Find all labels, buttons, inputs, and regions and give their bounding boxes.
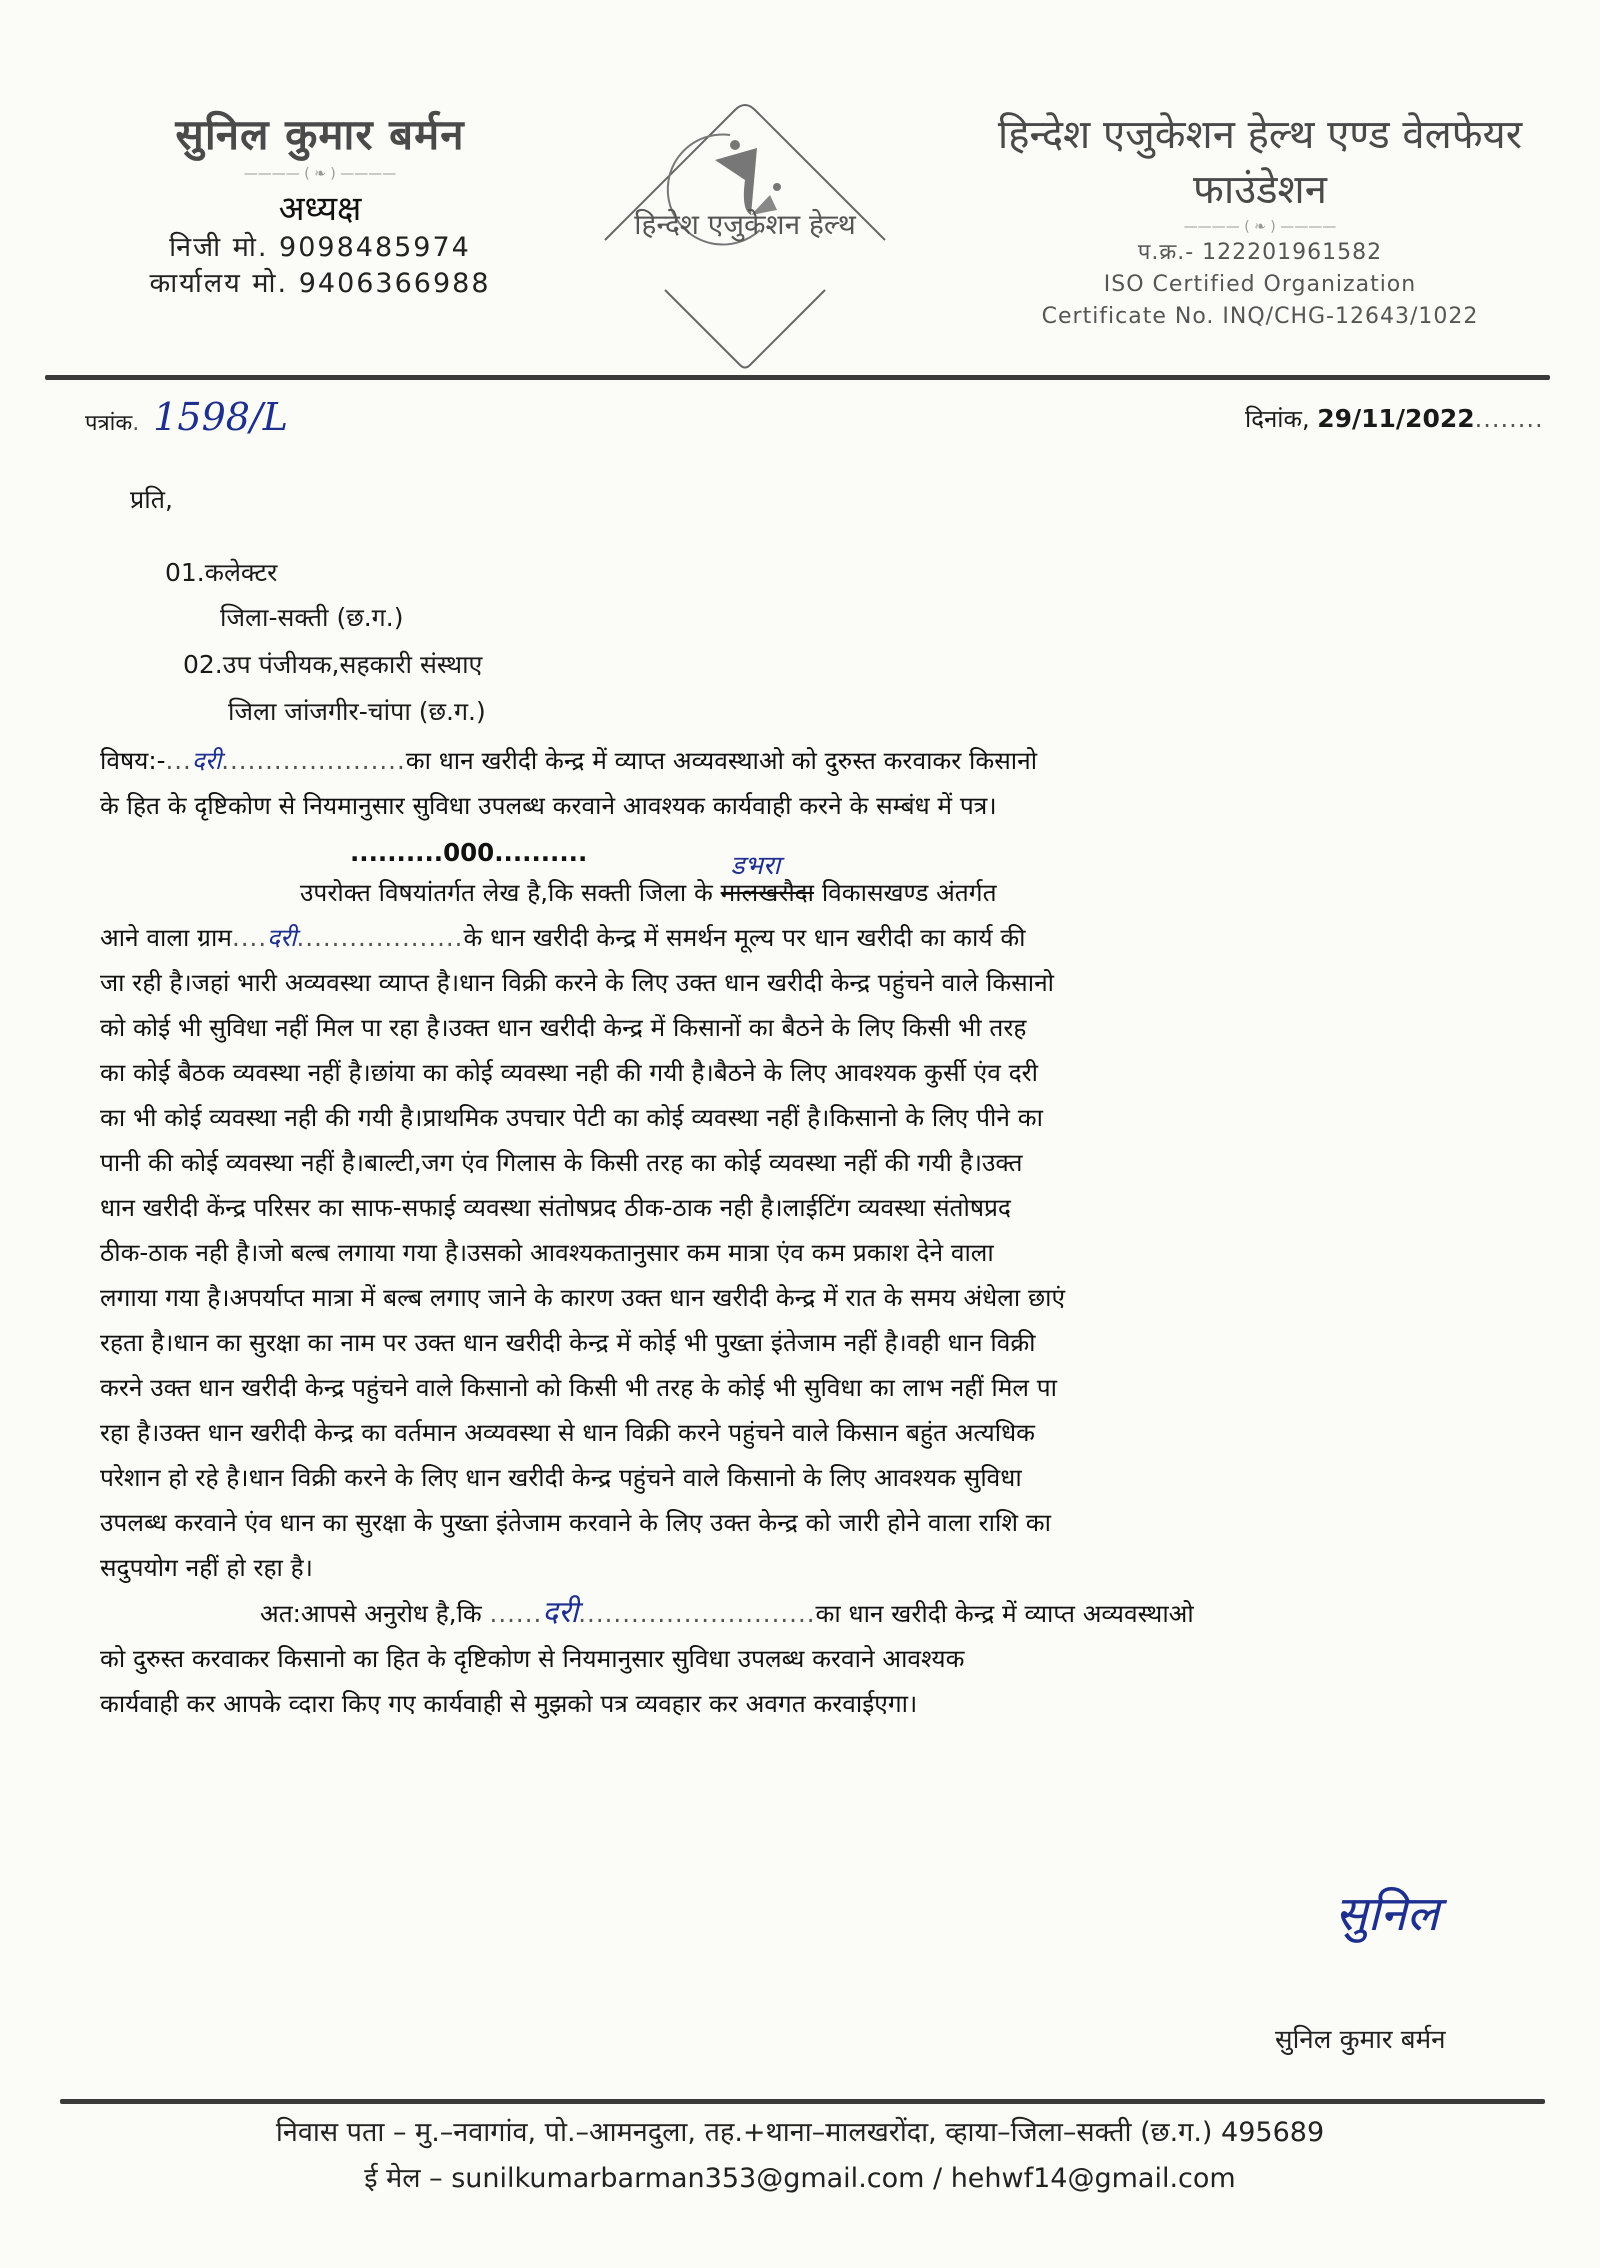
salutation: प्रति, [130, 485, 173, 514]
iso-label: ISO Certified Organization [1103, 272, 1417, 297]
subject [100, 738, 1540, 828]
request-text: अत:आपसे अनुरोध है,कि [260, 1599, 482, 1628]
subject-line-2: के हित के दृष्टिकोण से नियमानुसार सुविधा उपलब्ध करवाने आवश्यक कार्यवाही करने के सम्बंध में पत्र। [100, 791, 997, 820]
body-line: लगाया गया है।अपर्याप्त मात्रा में बल्ब लगाए जाने के कारण उक्त धान खरीदी केन्द्र में रात के समय अंधेला छाएं [100, 1283, 1066, 1312]
footer [0, 2110, 1600, 2202]
recipient-2-title: 02.उप पंजीयक,सहकारी संस्थाए [183, 650, 483, 679]
struck-block-name: मालखरौदा [720, 878, 815, 907]
recipient-1-title: 01.कलेक्टर [165, 558, 278, 587]
body-line: पानी की कोई व्यवस्था नहीं है।बाल्टी,जग एंव गिलास के किसी तरह का कोई व्यवस्था नहीं की गयी है।उक्त [100, 1148, 1023, 1177]
subject-village: दरी [191, 746, 222, 775]
reference-label: पत्रांक [85, 411, 133, 436]
ornament-divider: ———— ( ❧ ) ———— [243, 166, 397, 182]
body-line: रहा है।उक्त धान खरीदी केन्द्र का वर्तमान अव्यवस्था से धान विक्री करने पहुंचने वाले किसान बहुंत अत्यधिक [100, 1418, 1035, 1447]
handwritten-correction: डभरा [730, 851, 781, 881]
body-text: के धान खरीदी केन्द्र में समर्थन मूल्य पर धान खरीदी का कार्य की [463, 923, 1026, 952]
signatory-name: सुनिल कुमार बर्मन [1275, 2025, 1446, 2055]
body-line: धान खरीदी केंन्द्र परिसर का साफ-सफाई व्यवस्था संतोषप्रद ठीक-ठाक नही है।लाईटिंग व्यवस्था संतोषप्रद [100, 1193, 1011, 1222]
footer-divider [60, 2099, 1545, 2104]
letterhead-left [100, 105, 540, 302]
office-mobile: कार्यालय मो. 9406366988 [149, 268, 491, 299]
body-line: सदुपयोग नहीं हो रहा है। [100, 1553, 313, 1582]
logo-caption: हिन्देश एजुकेशन हेल्थ [634, 208, 856, 241]
body-line: ठीक-ठाक नही है।जो बल्ब लगाया गया है।उसको आवश्यकतानुसार कम मात्रा एंव कम प्रकाश देने वाला [100, 1238, 994, 1267]
date-value: 29/11/2022 [1317, 404, 1475, 433]
registration-number: प.क्र.- 122201961582 [1137, 240, 1383, 265]
body-line: करने उक्त धान खरीदी केन्द्र पहुंचने वाले किसानो को किसी भी तरह के कोई भी सुविधा का लाभ नहीं मिल पा [100, 1373, 1058, 1402]
request-line-2: को दुरुस्त करवाकर किसानो का हित के दृष्टिकोण से नियमानुसार सुविधा उपलब्ध करवाने आवश्यक [100, 1644, 965, 1673]
reference-line: पत्रांक. 1598/L [85, 395, 288, 439]
recipient-2-district: जिला जांजगीर-चांपा (छ.ग.) [228, 697, 486, 726]
subject-label: विषय:- [100, 746, 166, 775]
subject-text: का धान खरीदी केन्द्र में व्याप्त अव्यवस्थाओ को दुरुस्त करवाकर किसानो [405, 746, 1038, 775]
handwritten-signature: सुनिल [1335, 1886, 1440, 1942]
header-divider [45, 375, 1550, 380]
president-name: सुनिल कुमार बर्मन [175, 110, 465, 159]
request-line-1: अत:आपसे अनुरोध है,कि ......दरी...........................का धान खरीदी केन्द्र में व्याप्त अव्यवस्थाओ [260, 1595, 1194, 1630]
date-label: दिनांक [1245, 405, 1302, 433]
body-line: का कोई बैठक व्यवस्था नहीं है।छांया का कोई व्यवस्था नही की गयी है।बैठने के लिए आवश्यक कुर्सी एंव दरी [100, 1058, 1039, 1087]
personal-mobile: निजी मो. 9098485974 [169, 232, 471, 263]
letterhead-right [940, 105, 1580, 333]
body-line: का भी कोई व्यवस्था नही की गयी है।प्राथमिक उपचार पेटी का कोई व्यवस्था नहीं है।किसानो के लिए पीने का [100, 1103, 1043, 1132]
body-line-2: आने वाला ग्राम....दरी...................के धान खरीदी केन्द्र में समर्थन मूल्य पर धान खरीदी का कार्य की [100, 923, 1026, 952]
certificate-number: Certificate No. INQ/CHG-12643/1022 [1041, 304, 1479, 329]
body-line: रहता है।धान का सुरक्षा का नाम पर उक्त धान खरीदी केन्द्र में कोई भी पुख्ता इंतेजाम नहीं है।वही धान विक्री [100, 1328, 1036, 1357]
residential-address: निवास पता – मु.–नवागांव, पो.–आमनदुला, तह.+थाना–मालखरोंदा, व्हाया–जिला–सक्ती (छ.ग.) 495689 [275, 2117, 1325, 2148]
body-line: जा रही है।जहां भारी अव्यवस्था व्याप्त है।धान विक्री करने के लिए उक्त धान खरीदी केन्द्र पहुंचने वाले किसानो [100, 968, 1055, 997]
date-line: दिनांक, 29/11/2022........ [1245, 404, 1544, 433]
body-text: उपरोक्त विषयांतर्गत लेख है,कि सक्ती जिला के [300, 878, 713, 907]
ornament-divider: ———— ( ❧ ) ———— [1183, 219, 1337, 235]
body-text: आने वाला ग्राम [100, 923, 232, 952]
reference-number: 1598/L [153, 395, 288, 439]
separator: ..........000.......... [350, 838, 588, 867]
subject-line-1: विषय:-...दरी.....................का धान खरीदी केन्द्र में व्याप्त अव्यवस्थाओ को दुरुस्त करवाकर किसानो [100, 746, 1038, 775]
organization-name: हिन्देश एजुकेशन हेल्थ एण्ड वेलफेयर फाउंडेशन [997, 112, 1523, 213]
body-line: परेशान हो रहे है।धान विक्री करने के लिए धान खरीदी केन्द्र पहुंचने वाले किसानो के लिए आवश्यक सुविधा [100, 1463, 1022, 1492]
body-village: दरी [267, 923, 297, 952]
request-text: का धान खरीदी केन्द्र में व्याप्त अव्यवस्थाओ [815, 1599, 1194, 1628]
request-village: दरी [542, 1595, 579, 1630]
body-text: विकासखण्ड अंतर्गत [821, 878, 997, 907]
recipient-1-district: जिला-सक्ती (छ.ग.) [220, 603, 404, 632]
president-title: अध्यक्ष [278, 189, 362, 229]
request-line-3: कार्यवाही कर आपके व्दारा किए गए कार्यवाही से मुझको पत्र व्यवहार कर अवगत करवाईएगा। [100, 1689, 918, 1718]
body-line: को कोई भी सुविधा नहीं मिल पा रहा है।उक्त धान खरीदी केन्द्र में किसानों का बैठने के लिए किसी भी तरह [100, 1013, 1027, 1042]
email-addresses: ई मेल – sunilkumarbarman353@gmail.com / hehwf14@gmail.com [364, 2163, 1236, 2194]
body-line: उपलब्ध करवाने एंव धान का सुरक्षा के पुख्ता इंतेजाम करवाने के लिए उक्त केन्द्र को जारी होने वाला राशि का [100, 1508, 1051, 1537]
